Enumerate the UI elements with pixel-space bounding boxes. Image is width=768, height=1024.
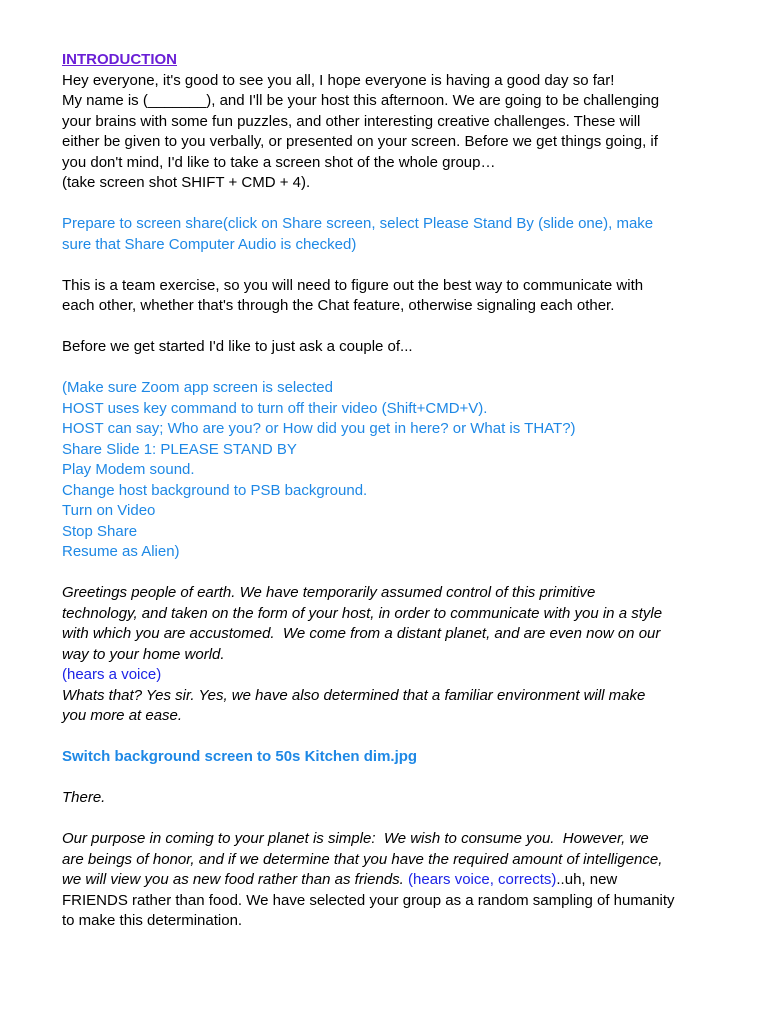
section-heading: INTRODUCTION [62,51,177,68]
purpose-paragraph [62,829,692,932]
team-line: This is a team exercise, so you will need to figure out the best way to communicate with [62,276,644,294]
purpose-line: to make this determination. [62,912,243,929]
greeting-line: Whats that? Yes sir. Yes, we have also determined that a familiar environment will make [62,686,646,704]
purpose-text: we will view you as new food rather than as friends. [62,871,409,888]
purpose-text: ..uh, new [556,871,618,888]
purpose-line: FRIENDS rather than food. We have selected your group as a random sampling of humanity [62,891,675,909]
host-instructions [62,378,692,563]
there-line: There. [62,789,106,806]
stage-cue: (hears voice, corrects) [408,871,557,888]
purpose-line: are beings of honor, and if we determine that you have the required amount of intelligence, [62,850,663,868]
greeting-paragraph [62,583,692,727]
greeting-line: way to your home world. [62,645,225,663]
instruction-item: Resume as Alien) [62,543,180,560]
instruction-item: Stop Share [62,522,138,540]
instruction-item: Play Modem sound. [62,461,195,478]
team-paragraph [62,276,692,317]
stage-cue: (hears a voice) [62,666,162,683]
intro-line: My name is (_______), and I'll be your host this afternoon. We are going to be challenging [62,92,660,109]
intro-line: you don't mind, I'd like to take a screen shot of the whole group… [62,153,496,171]
instruction-item: (Make sure Zoom app screen is selected [62,379,333,396]
instruction-item: HOST uses key command to turn off their video (Shift+CMD+V). [62,399,488,417]
intro-line: your brains with some fun puzzles, and other interesting creative challenges. These will [62,112,641,130]
screen-share-instruction [62,214,692,255]
before-line: Before we get started I'd like to just ask a couple of... [62,338,413,355]
purpose-line-mixed [62,870,692,891]
switch-background-instruction: Switch background screen to 50s Kitchen dim.jpg [62,748,418,765]
intro-line: Hey everyone, it's good to see you all, I hope everyone is having a good day so far! [62,71,615,89]
instruction-item: Share Slide 1: PLEASE STAND BY [62,440,297,458]
intro-line: (take screen shot SHIFT + CMD + 4). [62,174,311,191]
instruction-item: Turn on Video [62,502,156,519]
instruction-item: HOST can say; Who are you? or How did you get in here? or What is THAT?) [62,420,576,437]
greeting-line: you more at ease. [62,707,183,724]
greeting-line: with which you are accustomed. We come from a distant planet, and are even now on our [62,625,661,642]
greeting-line: technology, and taken on the form of your host, in order to communicate with you in a style [62,604,663,622]
intro-paragraph [62,71,692,194]
instruction-line: Prepare to screen share(click on Share screen, select Please Stand By (slide one), make [62,215,654,232]
purpose-line: Our purpose in coming to your planet is simple: We wish to consume you. However, we [62,830,649,847]
intro-line: either be given to you verbally, or presented on your screen. Before we get things going, if [62,133,658,150]
instruction-line: sure that Share Computer Audio is checked) [62,235,357,253]
document-body [62,50,692,932]
instruction-item: Change host background to PSB background. [62,481,368,499]
team-line: each other, whether that's through the Chat feature, otherwise signaling each other. [62,297,615,314]
greeting-line: Greetings people of earth. We have temporarily assumed control of this primitive [62,584,596,601]
